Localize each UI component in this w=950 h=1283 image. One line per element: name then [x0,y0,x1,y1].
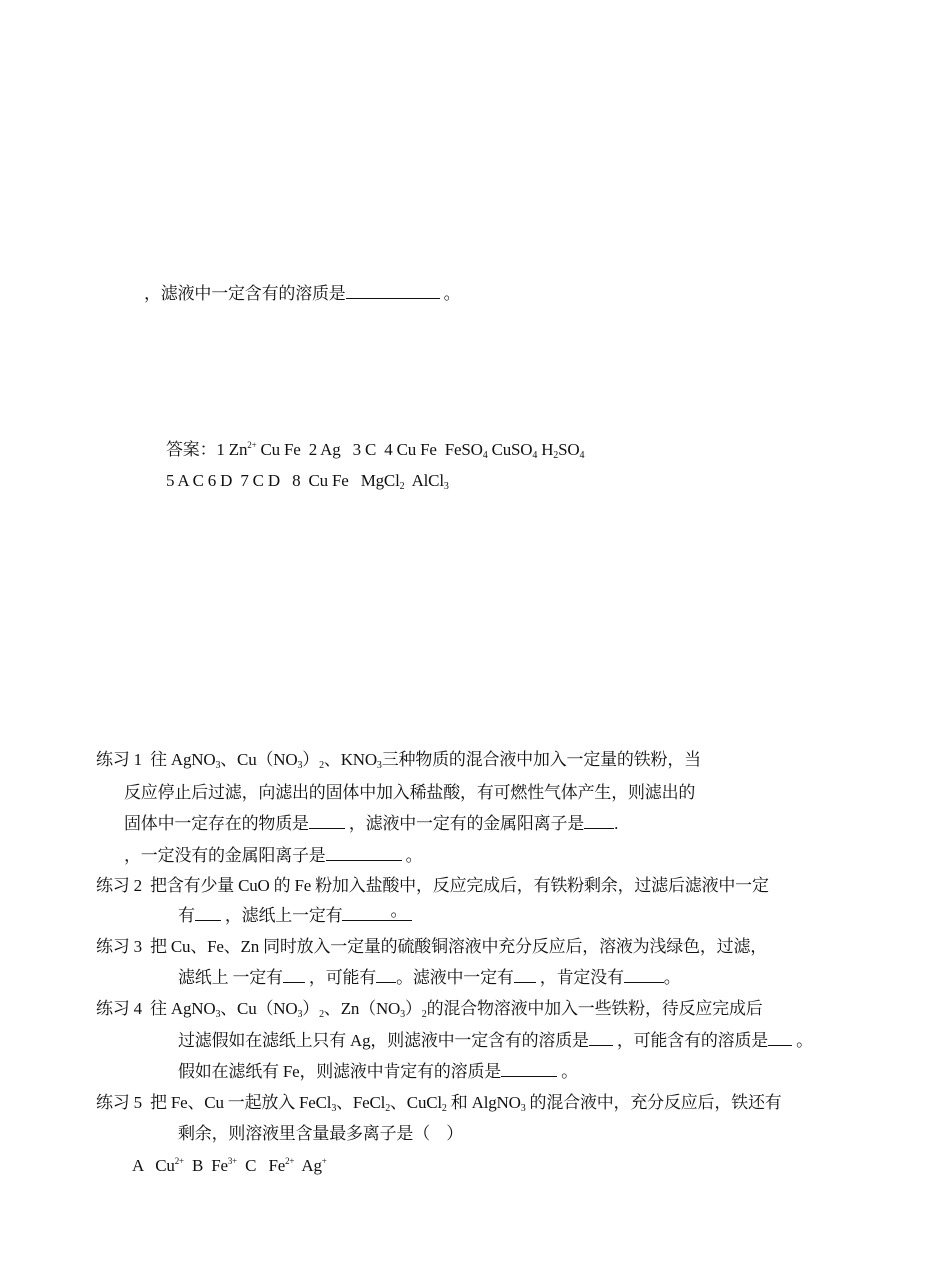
exercise-text: 、Zn（NO [323,999,401,1018]
exercise-text: 和 AlgNO [446,1093,521,1112]
exercise-text: 的混合物溶液中加入一些铁粉，待反应完成后 [426,999,763,1018]
charge-superscript: 3+ [227,1156,238,1166]
exercise-text: ） [302,999,320,1018]
answer-text: H [537,440,554,459]
subscript: 2 [319,760,324,771]
exercise-1-line-2 [124,782,695,804]
subscript: 3 [520,1103,526,1114]
answer-blank[interactable] [326,846,402,861]
exercise-3-line-1 [96,936,767,958]
subscript: 2 [441,1103,447,1114]
answer-text: AlCl [404,471,444,490]
exercise-text: 假如在滤纸有 Fe，则滤液中肯定有的溶质是 [178,1062,502,1081]
answer-blank[interactable] [514,968,536,983]
exercise-text: 、Cu（NO [220,999,298,1018]
exercise-text: ，可能含有的溶质是 [612,1031,769,1050]
charge-superscript: 2+ [174,1156,184,1166]
exercise-text: ） [404,999,422,1018]
answer-text: Cu Fe 2 Ag 3 C 4 Cu Fe FeSO [260,440,483,459]
exercise-text: 。 [557,1062,578,1081]
exercise-text: 滤纸上 一定有 [178,968,283,987]
subscript: 3 [443,481,449,492]
exercise-text: 练习 4 往 AgNO [96,999,216,1018]
exercise-text: ，滤纸上一定有 [220,906,343,925]
subscript: 3 [297,1009,303,1020]
exercise-text: 。 [792,1031,813,1050]
subscript: 3 [400,1009,405,1020]
subscript: 3 [297,760,303,771]
answer-label: 答案： [166,440,217,459]
answer-blank[interactable] [624,968,664,983]
exercise-4-line-2 [178,1030,813,1052]
charge-superscript: + [321,1156,327,1166]
subscript: 3 [215,760,221,771]
answer-blank[interactable] [342,901,412,921]
exercise-text: 、FeCl [336,1093,386,1112]
exercise-4-line-3 [178,1061,578,1083]
answer-blank[interactable] [283,968,305,983]
answer-text: CuSO [487,440,533,459]
subscript: 2 [421,1009,427,1020]
answer-line-2 [166,470,449,492]
subscript: 2 [553,450,559,461]
exercise-text: 、KNO [323,750,377,769]
exercise-text: 有 [178,906,195,925]
exercise-text: ，滤液中一定有的金属阳离子是 [344,814,585,833]
exercise-text: ，可能有 [304,968,377,987]
subscript: 3 [331,1103,337,1114]
exercise-text: 。 [401,846,423,865]
subscript: 4 [532,450,538,461]
subscript: 2 [399,481,405,492]
exercise-text: 练习 2 把含有少量 CuO 的 Fe 粉加入盐酸中，反应完成后，有铁粉剩余，过滤后滤液中一定 [96,876,769,895]
exercise-text: 、Cu（NO [220,750,298,769]
exercise-text: ，一定没有的金属阳离子是 [124,846,326,865]
exercise-text: 的混合液中，充分反应后，铁还有 [525,1093,782,1112]
exercise-text: ，肯定没有 [535,968,624,987]
answer-text: SO [558,440,580,459]
exercise-1-line-1 [96,749,701,771]
charge-superscript: 2+ [247,440,257,450]
exercise-4-line-1 [96,998,763,1020]
answer-blank[interactable] [346,284,440,299]
exercise-text: . [614,814,619,833]
subscript: 4 [579,450,585,461]
exercise-text: 。滤液中一定有 [396,968,514,987]
answer-text: 5 A C 6 D 7 C D 8 Cu Fe MgCl [166,471,400,490]
exercise-text: 。 [390,901,408,920]
answer-blank[interactable] [376,968,396,983]
exercise-2-line-2 [178,901,412,927]
exercise-1-line-4 [124,845,422,867]
subscript: 2 [319,1009,324,1020]
charge-superscript: 2+ [285,1156,295,1166]
exercise-text: 过滤假如在滤纸上只有 Ag，则滤液中一定含有的溶质是 [178,1031,589,1050]
exercise-text: 练习 5 把 Fe、Cu 一起放入 FeCl [96,1093,332,1112]
exercise-5-line-1 [96,1092,782,1114]
exercise-text: 练习 1 往 AgNO [96,750,216,769]
option-c[interactable]: C Fe [237,1156,286,1175]
exercise-5-options [132,1155,327,1177]
option-a[interactable]: A Cu [132,1156,175,1175]
subscript: 3 [376,760,382,771]
answer-blank[interactable] [195,906,221,921]
option-d[interactable]: Ag [294,1156,322,1175]
exercise-text: 反应停止后过滤，向滤出的固体中加入稀盐酸，有可燃性气体产生，则滤出的 [124,783,696,802]
exercise-text: ） [302,750,320,769]
answer-blank[interactable] [309,814,345,829]
subscript: 3 [215,1009,221,1020]
exercise-text: 。 [663,968,681,987]
exercise-3-line-2 [178,967,681,989]
exercise-text: 练习 3 把 Cu、Fe、Zn 同时放入一定量的硫酸铜溶液中充分反应后，溶液为浅绿色，过滤， [96,937,768,956]
fragment-suffix: 。 [439,284,461,303]
answer-text: 1 [216,440,225,459]
answer-blank[interactable] [589,1031,613,1046]
option-b[interactable]: B Fe [183,1156,228,1175]
subscript: 2 [385,1103,390,1114]
answer-text: Zn [228,440,248,459]
answer-line-1 [166,439,584,461]
exercise-text: 固体中一定存在的物质是 [124,814,309,833]
exercise-5-line-2 [178,1123,463,1145]
fragment-prefix: ，滤液中一定含有的溶质是 [144,284,346,303]
answer-blank[interactable] [584,814,614,829]
answer-blank[interactable] [501,1062,557,1077]
exercise-text: 、CuCl [390,1093,442,1112]
exercise-text: 剩余，则溶液里含量最多离子是（ ） [178,1124,463,1143]
answer-blank[interactable] [768,1031,792,1046]
subscript: 4 [482,450,488,461]
fragment-line [144,283,460,305]
exercise-text: 三种物质的混合液中加入一定量的铁粉，当 [381,750,701,769]
exercise-1-line-3 [124,813,618,835]
exercise-2-line-1 [96,875,769,897]
